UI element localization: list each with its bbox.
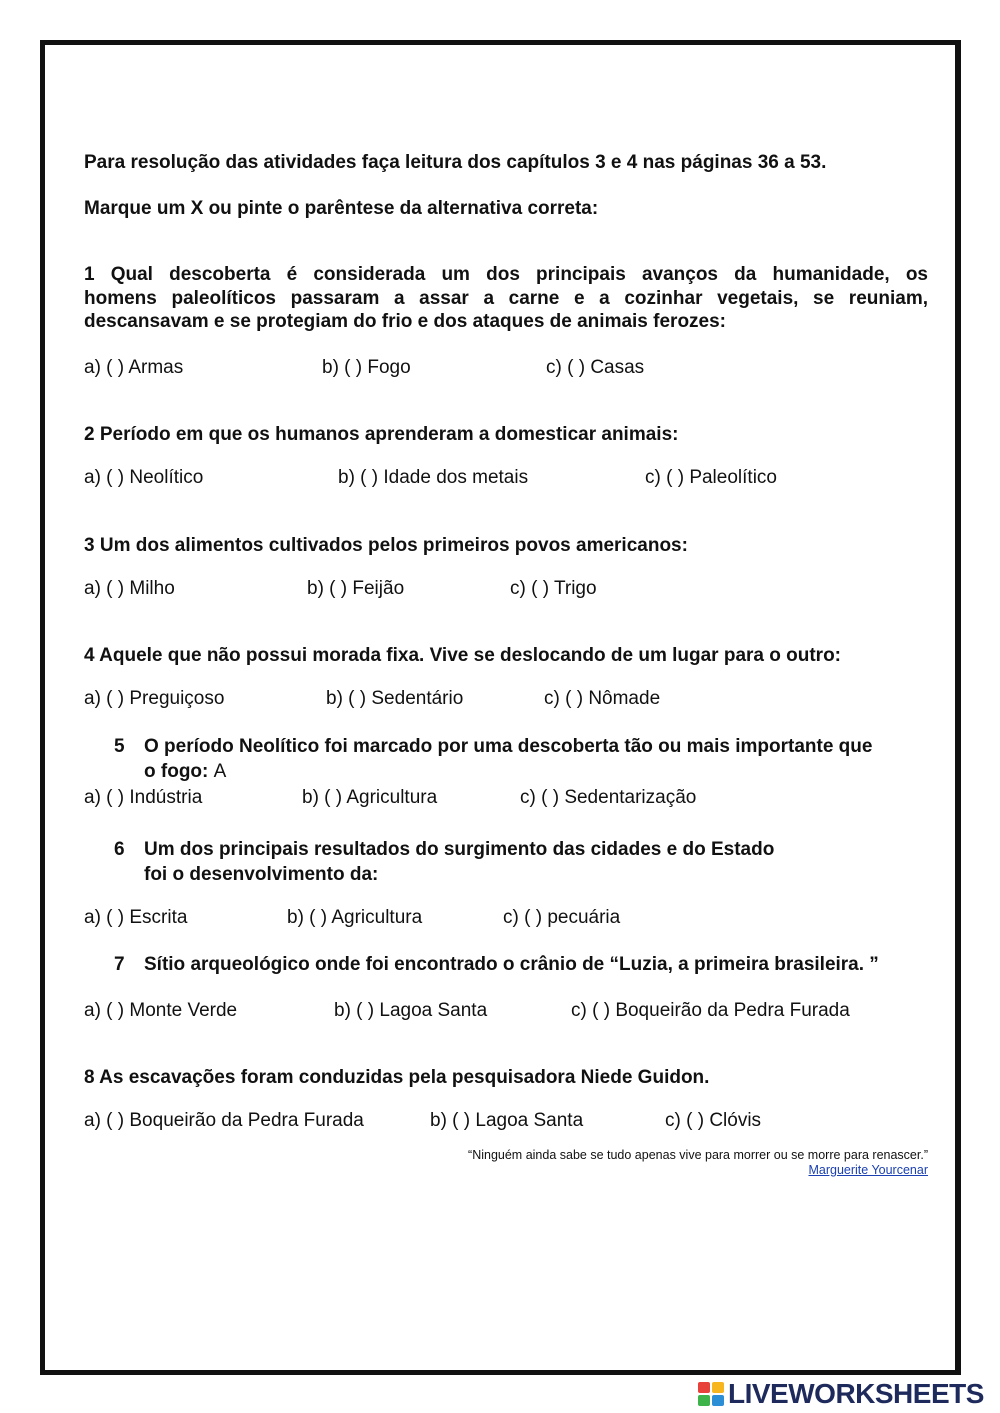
question-7: Sítio arqueológico onde foi encontrado o crânio de “Luzia, a primeira brasileira. ” — [144, 954, 879, 975]
question-4: 4 Aquele que não possui morada fixa. Vive se deslocando de um lugar para o outro: — [84, 645, 842, 666]
q4-option-a[interactable]: a) ( ) Preguiçoso — [84, 688, 225, 709]
q7-option-a[interactable]: a) ( ) Monte Verde — [84, 1000, 238, 1021]
question-1-line-3: descansavam e se protegiam do frio e dos ataques de animais ferozes: — [84, 311, 727, 332]
q5-option-b[interactable]: b) ( ) Agricultura — [302, 787, 438, 808]
question-6-number: 6 — [114, 839, 125, 860]
q6-option-b[interactable]: b) ( ) Agricultura — [287, 907, 423, 928]
question-6-line-1: Um dos principais resultados do surgimento das cidades e do Estado — [144, 839, 775, 860]
q2-option-b[interactable]: b) ( ) Idade dos metais — [338, 467, 529, 488]
question-5-answer-input[interactable]: A — [213, 761, 227, 782]
q8-option-a[interactable]: a) ( ) Boqueirão da Pedra Furada — [84, 1110, 364, 1131]
q8-option-b[interactable]: b) ( ) Lagoa Santa — [430, 1110, 584, 1131]
q4-option-b[interactable]: b) ( ) Sedentário — [326, 688, 464, 709]
question-6-line-2: foi o desenvolvimento da: — [144, 864, 379, 885]
question-5-prompt: o fogo: — [144, 761, 209, 782]
q5-option-c[interactable]: c) ( ) Sedentarização — [520, 787, 697, 808]
q7-option-b[interactable]: b) ( ) Lagoa Santa — [334, 1000, 488, 1021]
quote-text: “Ninguém ainda sabe se tudo apenas vive para morrer ou se morre para renascer.” — [468, 1148, 928, 1162]
brand-name: LIVEWORKSHEETS — [728, 1378, 984, 1409]
q4-option-c[interactable]: c) ( ) Nômade — [544, 688, 661, 709]
question-7-number: 7 — [114, 954, 125, 975]
question-8: 8 As escavações foram conduzidas pela pesquisadora Niede Guidon. — [84, 1067, 710, 1088]
question-3: 3 Um dos alimentos cultivados pelos primeiros povos americanos: — [84, 535, 688, 556]
q2-option-c[interactable]: c) ( ) Paleolítico — [645, 467, 777, 488]
liveworksheets-logo — [698, 1378, 984, 1410]
q3-option-b[interactable]: b) ( ) Feijão — [307, 578, 405, 599]
question-1-line-1: 1 Qual descoberta é considerada um dos principais avanços da humanidade, os — [84, 264, 928, 285]
q3-option-a[interactable]: a) ( ) Milho — [84, 578, 175, 599]
instruction-reading: Para resolução das atividades faça leitura dos capítulos 3 e 4 nas páginas 36 a 53. — [84, 152, 827, 173]
q1-option-a[interactable]: a) ( ) Armas — [84, 357, 184, 378]
q8-option-c[interactable]: c) ( ) Clóvis — [665, 1110, 762, 1131]
q3-option-c[interactable]: c) ( ) Trigo — [510, 578, 597, 599]
q6-option-c[interactable]: c) ( ) pecuária — [503, 907, 621, 928]
q1-option-c[interactable]: c) ( ) Casas — [546, 357, 645, 378]
q1-option-b[interactable]: b) ( ) Fogo — [322, 357, 411, 378]
q7-option-c[interactable]: c) ( ) Boqueirão da Pedra Furada — [571, 1000, 850, 1021]
q5-option-a[interactable]: a) ( ) Indústria — [84, 787, 203, 808]
question-1-line-2: homens paleolíticos passaram a assar a carne e a cozinhar vegetais, se reuniam, — [84, 288, 928, 309]
question-5-line-1: O período Neolítico foi marcado por uma descoberta tão ou mais importante que — [144, 736, 873, 757]
question-5-number: 5 — [114, 736, 125, 757]
liveworksheets-logo-icon — [698, 1382, 724, 1406]
instruction-mark: Marque um X ou pinte o parêntese da alternativa correta: — [84, 198, 599, 219]
question-2: 2 Período em que os humanos aprenderam a domesticar animais: — [84, 424, 679, 445]
q6-option-a[interactable]: a) ( ) Escrita — [84, 907, 188, 928]
question-5-line-2 — [144, 761, 226, 783]
quote-author-link[interactable]: Marguerite Yourcenar — [808, 1163, 928, 1177]
q2-option-a[interactable]: a) ( ) Neolítico — [84, 467, 204, 488]
